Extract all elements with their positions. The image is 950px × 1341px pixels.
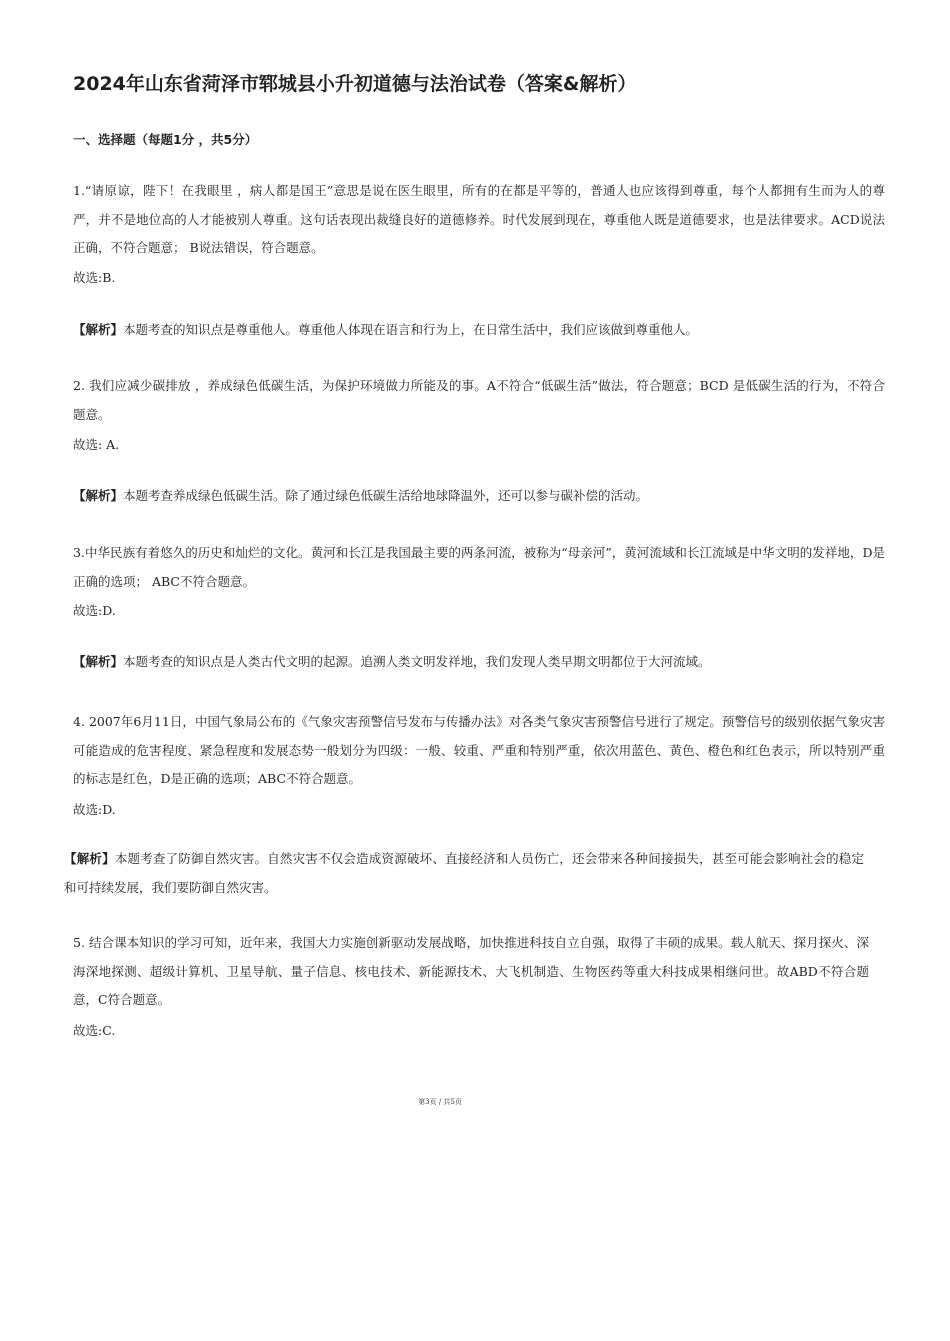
question-3-analysis xyxy=(73,648,885,677)
question-3-answer: 故选:D. xyxy=(73,603,116,618)
question-1-answer: 故选:B. xyxy=(73,270,116,285)
analysis-text: 本题考查养成绿色低碳生活。除了通过绿色低碳生活给地球降温外，还可以参与碳补偿的活动。 xyxy=(123,488,649,503)
question-2-answer: 故选: A. xyxy=(73,437,120,452)
document-title: 2024年山东省菏泽市郓城县小升初道德与法治试卷（答案&解析） xyxy=(73,73,637,95)
page-footer: 第3页 / 共5页 xyxy=(418,1098,462,1106)
analysis-tag: 【解析】 xyxy=(73,488,124,503)
question-5-answer: 故选:C. xyxy=(73,1023,116,1038)
question-2-analysis xyxy=(73,482,885,511)
question-4-answer: 故选:D. xyxy=(73,802,116,817)
analysis-text: 本题考查的知识点是人类古代文明的起源。追溯人类文明发祥地，我们发现人类早期文明都位于大河流域。 xyxy=(123,654,711,669)
question-4-analysis xyxy=(64,845,864,902)
question-1-explanation: 1.“请原谅，陛下！在我眼里 ，病人都是国王”意思是说在医生眼里，所有的在都是平等的，普通人也应该得到尊重，每个人都拥有生而为人的尊严，并不是地位高的人才能被别人尊重。这句话表现出裁缝良好的道德修养。时代发展到现在，尊重他人既是道德要求，也是法律要求。ACD说法正确，不符合题意； B说法错误，符合题意。 xyxy=(73,183,885,255)
analysis-text: 本题考查的知识点是尊重他人。尊重他人体现在语言和行为上，在日常生活中，我们应该做到尊重他人。 xyxy=(123,322,699,337)
analysis-text: 本题考查了防御自然灾害。自然灾害不仅会造成资源破坏、直接经济和人员伤亡，还会带来各种间接损失，甚至可能会影响社会的稳定和可持续发展，我们要防御自然灾害。 xyxy=(64,851,864,895)
question-4-explanation: 4. 2007年6月11日，中国气象局公布的《气象灾害预警信号发布与传播办法》对各类气象灾害预警信号进行了规定。预警信号的级别依据气象灾害可能造成的危害程度、紧急程度和发展态势一般划分为四级：一般、较重、严重和特别严重，依次用蓝色、黄色、橙色和红色表示，所以特别严重的标志是红色，D是正确的选项；ABC不符合题意。 xyxy=(73,714,885,786)
question-1-analysis xyxy=(73,316,885,345)
question-5-explanation: 5. 结合课本知识的学习可知，近年来，我国大力实施创新驱动发展战略，加快推进科技自立自强，取得了丰硕的成果。载人航天、探月探火、深海深地探测、超级计算机、卫星导航、量子信息、核电技术、新能源技术、大飞机制造、生物医药等重大科技成果相继问世。故ABD不符合题意，C符合题意。 xyxy=(73,935,869,1007)
analysis-tag: 【解析】 xyxy=(64,851,115,866)
section-heading: 一、选择题（每题1分 ，共5分） xyxy=(73,132,258,147)
analysis-tag: 【解析】 xyxy=(73,322,124,337)
question-3-explanation: 3.中华民族有着悠久的历史和灿烂的文化。黄河和长江是我国最主要的两条河流，被称为“母亲河”，黄河流域和长江流域是中华文明的发祥地，D是正确的选项； ABC不符合题意。 xyxy=(73,545,885,589)
question-2-explanation: 2. 我们应减少碳排放 ，养成绿色低碳生活，为保护环境做力所能及的事。A不符合“低碳生活”做法，符合题意；BCD 是低碳生活的行为，不符合题意。 xyxy=(73,378,885,422)
analysis-tag: 【解析】 xyxy=(73,654,124,669)
